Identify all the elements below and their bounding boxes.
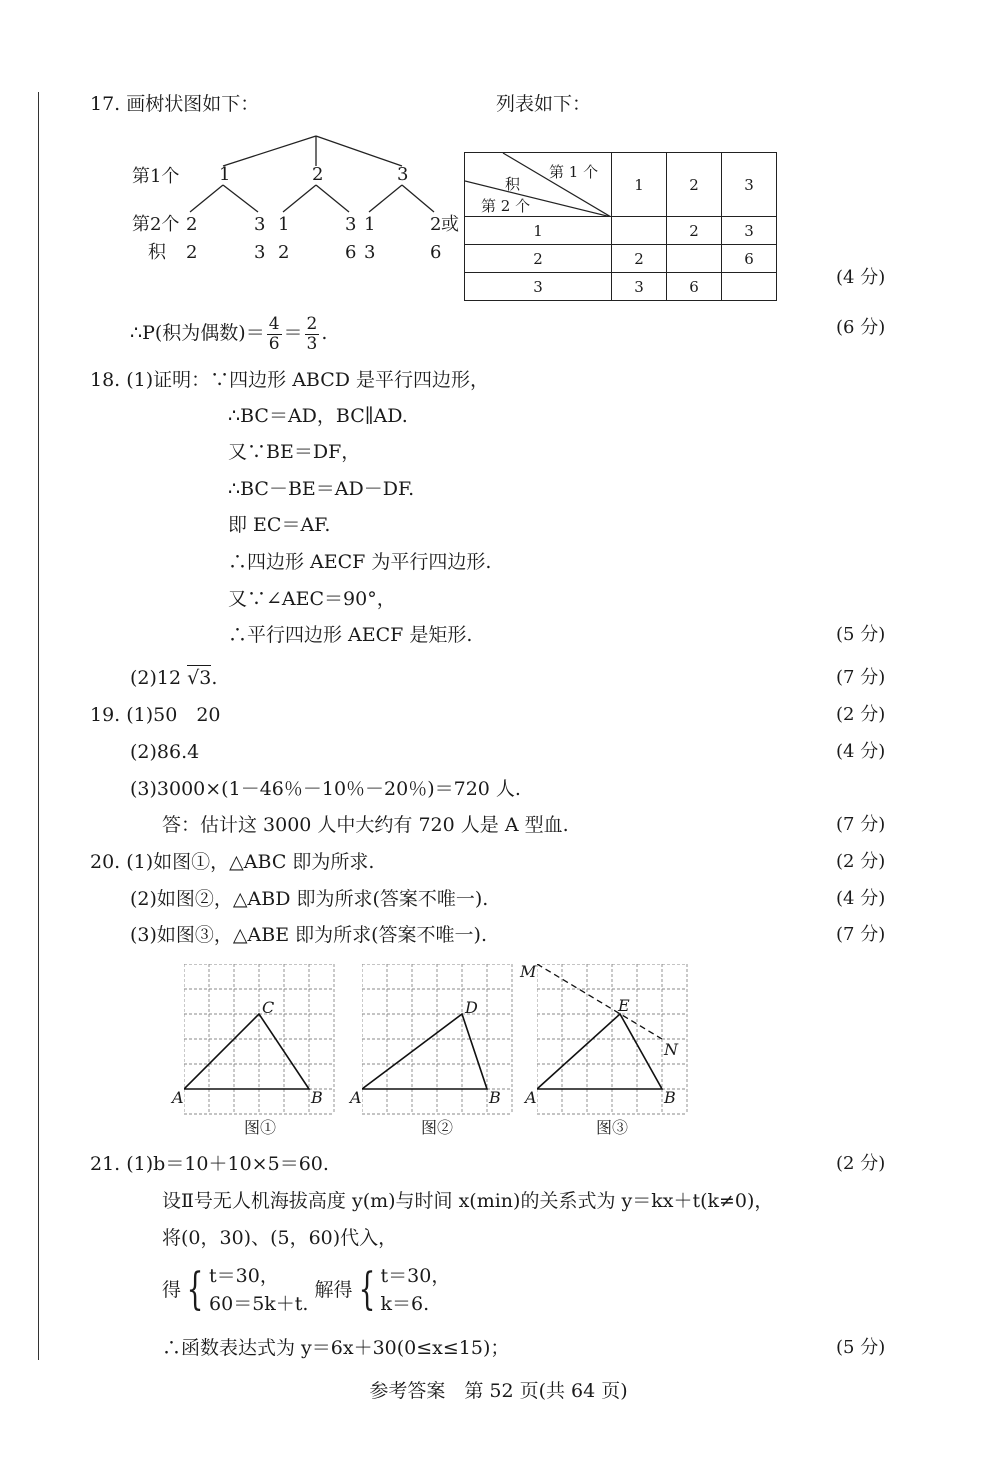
q20-line1: 20. (1)如图①，△ABC 即为所求. bbox=[90, 851, 375, 873]
table-cell: 2 bbox=[667, 217, 722, 245]
triangle-abc bbox=[184, 1014, 309, 1089]
q19-score1: (2 分) bbox=[836, 704, 886, 725]
tree-product: 6 bbox=[345, 242, 357, 263]
q19-line1: 19. (1)50 20 bbox=[90, 704, 221, 726]
equals: ＝ bbox=[283, 322, 303, 344]
equation: t＝30， bbox=[209, 1265, 279, 1287]
equation: t＝30， bbox=[380, 1265, 451, 1287]
label-b: B bbox=[664, 1088, 676, 1107]
table-cell bbox=[667, 245, 722, 273]
q20-score2: (4 分) bbox=[836, 888, 886, 909]
q17-score-b: (6 分) bbox=[836, 317, 886, 338]
q18-line: 又∵∠AEC＝90°， bbox=[228, 588, 396, 610]
q18-line: ∴BC－BE＝AD－DF. bbox=[228, 478, 415, 500]
equation: k＝6. bbox=[380, 1293, 430, 1315]
col-header: 2 bbox=[667, 153, 722, 217]
label-a: A bbox=[172, 1088, 184, 1107]
tree-leaf: 2 bbox=[186, 214, 198, 235]
table-cell bbox=[612, 217, 667, 245]
tree-root: 3 bbox=[397, 164, 409, 185]
corner-mid-label: 积 bbox=[505, 175, 521, 193]
frac-den: 6 bbox=[268, 333, 280, 354]
label-a: A bbox=[525, 1088, 537, 1107]
tree-product: 2 bbox=[186, 242, 198, 263]
figure-3-caption: 图③ bbox=[596, 1118, 629, 1137]
fraction-4-6 bbox=[267, 315, 282, 354]
prob-end: . bbox=[321, 322, 328, 344]
q18-part2 bbox=[130, 666, 217, 690]
triangle-abe bbox=[537, 1014, 662, 1089]
tree-product: 3 bbox=[254, 242, 266, 263]
q17-score-a: (4 分) bbox=[836, 267, 886, 288]
solve-label: 解得 bbox=[314, 1279, 353, 1301]
sqrt3: √3 bbox=[187, 667, 212, 689]
q19-line4: 答：估计这 3000 人中大约有 720 人是 A 型血. bbox=[162, 814, 569, 836]
q18-score2: (7 分) bbox=[836, 667, 886, 688]
page-footer: 参考答案 第 52 页(共 64 页) bbox=[369, 1380, 628, 1402]
margin-rule bbox=[38, 92, 39, 1360]
tree-diagram bbox=[120, 130, 460, 270]
label-d: D bbox=[465, 998, 478, 1017]
q21-score1: (2 分) bbox=[836, 1153, 886, 1174]
table-cell: 3 bbox=[612, 273, 667, 301]
left-brace: { bbox=[186, 1264, 204, 1315]
tree-root: 2 bbox=[312, 164, 324, 185]
q19-line3: (3)3000×(1－46％－10％－20％)＝720 人. bbox=[130, 778, 521, 800]
q20-line2: (2)如图②，△ABD 即为所求(答案不唯一). bbox=[130, 888, 489, 910]
q17-table-heading: 列表如下： bbox=[496, 93, 592, 115]
tree-product: 3 bbox=[364, 242, 376, 263]
label-b: B bbox=[489, 1088, 501, 1107]
col-header: 3 bbox=[722, 153, 777, 217]
left-brace: { bbox=[358, 1264, 375, 1315]
row-header: 3 bbox=[465, 273, 612, 301]
label-a: A bbox=[350, 1088, 362, 1107]
label-e: E bbox=[618, 996, 630, 1015]
corner-top-label: 第 1 个 bbox=[549, 163, 599, 181]
tree-leaf: 2 bbox=[430, 214, 442, 235]
q18-line: 即 EC＝AF. bbox=[228, 514, 331, 536]
triangle-abd bbox=[362, 1014, 487, 1089]
table-cell: 6 bbox=[667, 273, 722, 301]
tree-or-text: 或 bbox=[441, 214, 459, 235]
label-c: C bbox=[262, 998, 275, 1017]
tree-root: 1 bbox=[219, 164, 231, 185]
table-cell: 6 bbox=[722, 245, 777, 273]
q19-line2: (2)86.4 bbox=[130, 741, 200, 763]
q18-line: 18. (1)证明：∵四边形 ABCD 是平行四边形， bbox=[90, 369, 490, 391]
figure-1-caption: 图① bbox=[244, 1118, 277, 1137]
label-b: B bbox=[311, 1088, 323, 1107]
table-cell: 2 bbox=[612, 245, 667, 273]
q17-probability bbox=[130, 312, 327, 354]
row-header: 2 bbox=[465, 245, 612, 273]
tree-leaf: 1 bbox=[278, 214, 290, 235]
q21-line3: 将(0，30)、(5，60)代入， bbox=[162, 1227, 398, 1249]
part2-end: . bbox=[211, 667, 218, 689]
label-n: N bbox=[664, 1040, 678, 1059]
table-corner-cell bbox=[465, 153, 612, 217]
line-mn bbox=[537, 964, 662, 1039]
tree-leaf: 1 bbox=[364, 214, 376, 235]
q21-systems bbox=[162, 1262, 450, 1324]
q18-line: 又∵BE＝DF， bbox=[228, 441, 361, 463]
table-cell bbox=[722, 273, 777, 301]
part2-prefix: (2)12 bbox=[130, 667, 182, 689]
q17-heading: 17. 画树状图如下： bbox=[90, 93, 260, 115]
q21-line1: 21. (1)b＝10＋10×5＝60. bbox=[90, 1153, 329, 1175]
tree-leaf: 3 bbox=[345, 214, 357, 235]
tree-row3-label: 积 bbox=[148, 242, 166, 263]
equation-system-1 bbox=[209, 1262, 308, 1318]
tree-row2-label: 第2个 bbox=[132, 214, 180, 235]
q21-score5: (5 分) bbox=[836, 1337, 886, 1358]
row-header: 1 bbox=[465, 217, 612, 245]
q18-line: ∴四边形 AECF 为平行四边形. bbox=[228, 551, 492, 573]
q20-score3: (7 分) bbox=[836, 924, 886, 945]
q21-line2: 设Ⅱ号无人机海拔高度 y(m)与时间 x(min)的关系式为 y＝kx＋t(k≠0)， bbox=[162, 1190, 774, 1212]
frac-den: 3 bbox=[306, 333, 318, 354]
col-header: 1 bbox=[612, 153, 667, 217]
label-m: M bbox=[520, 962, 537, 981]
q18-line: ∴平行四边形 AECF 是矩形. bbox=[228, 624, 473, 646]
tree-product: 6 bbox=[430, 242, 442, 263]
q19-score4: (7 分) bbox=[836, 814, 886, 835]
tree-row1-label: 第1个 bbox=[132, 166, 180, 187]
product-table bbox=[464, 152, 777, 301]
tree-leaf: 3 bbox=[254, 214, 266, 235]
figure-2-caption: 图② bbox=[421, 1118, 454, 1137]
de-label: 得 bbox=[162, 1279, 182, 1301]
q20-score1: (2 分) bbox=[836, 851, 886, 872]
frac-num: 4 bbox=[268, 313, 280, 334]
q18-score1: (5 分) bbox=[836, 624, 886, 645]
corner-bottom-label: 第 2 个 bbox=[481, 197, 531, 215]
q19-score2: (4 分) bbox=[836, 741, 886, 762]
equation-system-2 bbox=[381, 1262, 451, 1318]
fraction-2-3 bbox=[305, 315, 320, 354]
frac-num: 2 bbox=[306, 313, 318, 334]
q20-line3: (3)如图③，△ABE 即为所求(答案不唯一). bbox=[130, 924, 487, 946]
q18-line: ∴BC＝AD，BC∥AD. bbox=[228, 405, 408, 427]
tree-product: 2 bbox=[278, 242, 290, 263]
equation: 60＝5k＋t. bbox=[209, 1293, 309, 1315]
q21-line5: ∴函数表达式为 y＝6x＋30(0≤x≤15)； bbox=[162, 1337, 510, 1359]
prob-prefix: ∴P(积为偶数)＝ bbox=[130, 322, 265, 344]
table-cell: 3 bbox=[722, 217, 777, 245]
